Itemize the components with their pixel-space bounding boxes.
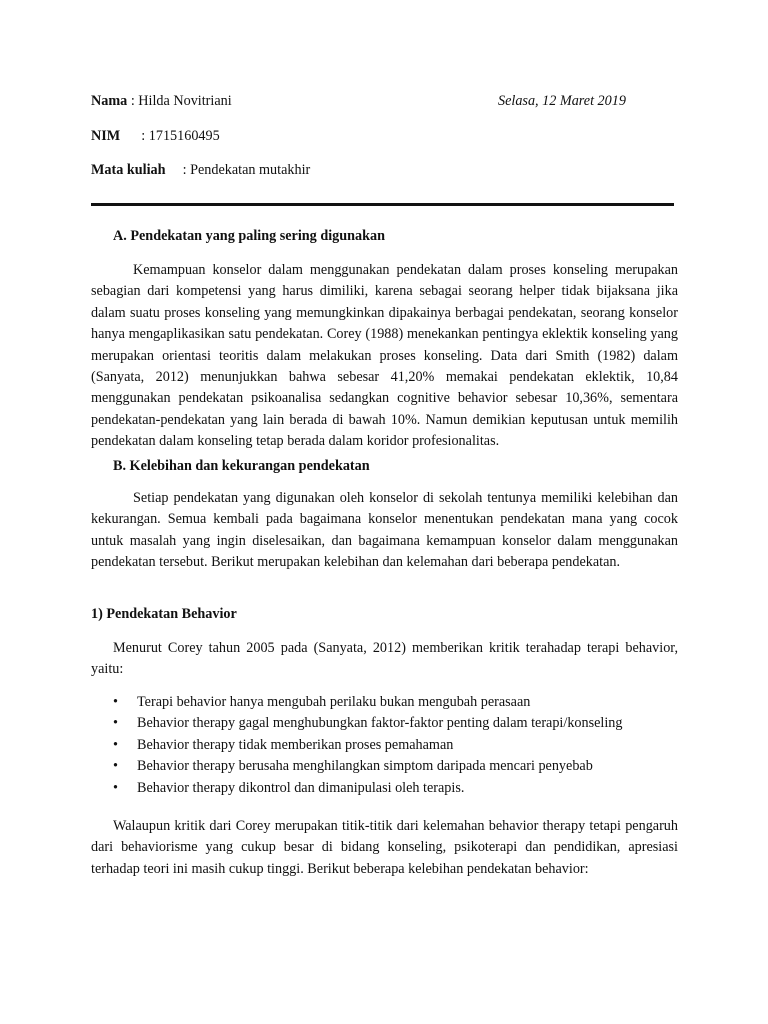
criticism-list <box>91 692 678 799</box>
list-item: • Behavior therapy berusaha menghilangkan simptom daripada mencari penyebab <box>91 756 678 777</box>
list-item: • Terapi behavior hanya mengubah perilaku bukan mengubah perasaan <box>91 692 678 713</box>
name-line <box>91 91 232 112</box>
bullet-icon: • <box>113 736 118 753</box>
subsection-1-intro: Menurut Corey tahun 2005 pada (Sanyata, 2012) memberikan kritik terahadap terapi behavior, yaitu: <box>91 640 678 678</box>
date: Selasa, 12 Maret 2019 <box>498 93 626 109</box>
bullet-icon: • <box>113 715 118 732</box>
bullet-icon: • <box>113 779 118 796</box>
name-label: Nama <box>91 93 128 109</box>
section-b-paragraph: Setiap pendekatan yang digunakan oleh konselor di sekolah tentunya memiliki kelebihan dan kekurangan. Semua kembali pada bagaimana konselor menentukan pendekatan mana yang cocok untuk masalah yang ingin diselesaikan, dan bagaimana kemampuan konselor dalam menggunakan pendekatan tersebut. Berikut merupakan kelebihan dan kelemahan dari beberapa pendekatan. <box>91 490 678 571</box>
list-item: • Behavior therapy tidak memberikan proses pemahaman <box>91 735 678 756</box>
list-item: • Behavior therapy dikontrol dan dimanipulasi oleh terapis. <box>91 778 678 799</box>
nim-label: NIM <box>91 128 121 144</box>
bullet-icon: • <box>113 758 118 775</box>
nim-line <box>91 126 220 147</box>
header-divider <box>91 203 674 206</box>
nim-value: : 1715160495 <box>141 128 220 144</box>
subsection-1-closing: Walaupun kritik dari Corey merupakan titik-titik dari kelemahan behavior therapy tetapi pengaruh dari behaviorisme yang cukup besar di bidang konseling, psikoterapi dan pendidikan, apresiasi terhadap teori ini masih cukup tinggi. Berikut beberapa kelebihan pendekatan behavior: <box>91 818 678 877</box>
name-value: : Hilda Novitriani <box>130 93 232 109</box>
subsection-1-heading: 1) Pendekatan Behavior <box>91 606 237 622</box>
course-label: Mata kuliah <box>91 162 166 178</box>
section-a-paragraph: Kemampuan konselor dalam menggunakan pendekatan dalam proses konseling merupakan sebagian dari kompetensi yang harus dimiliki, karena sebagai seorang helper tidak bijaksana jika dalam suatu proses konseling yang memungkinkan dipakainya berbagai pendekatan, seorang konselor hanya mengaplikasikan satu pendekatan. Corey (1988) menekankan pentingya eklektik konseling yang merupakan orientasi teoritis dalam melakukan proses konseling. Data dari Smith (1982) dalam (Sanyata, 2012) menunjukkan bahwa sebesar 41,20% memakai pendekatan eklektik, 10,84 menggunakan pendekatan psikoanalisa sedangkan cognitive behavior sebesar 10,36%, sementara pendekatan-pendekatan yang lain berada di bawah 10%. Namun demikian keputusan untuk memilih pendekatan dalam konseling tetap berada dalam koridor profesionalitas. <box>91 262 678 450</box>
course-line <box>91 160 310 181</box>
course-value: : Pendekatan mutakhir <box>182 162 311 178</box>
section-b-heading: B. Kelebihan dan kekurangan pendekatan <box>113 458 370 474</box>
bullet-icon: • <box>113 694 118 710</box>
list-item: • Behavior therapy gagal menghubungkan faktor-faktor penting dalam terapi/konseling <box>91 713 678 734</box>
section-a-heading: A. Pendekatan yang paling sering digunakan <box>113 228 386 244</box>
